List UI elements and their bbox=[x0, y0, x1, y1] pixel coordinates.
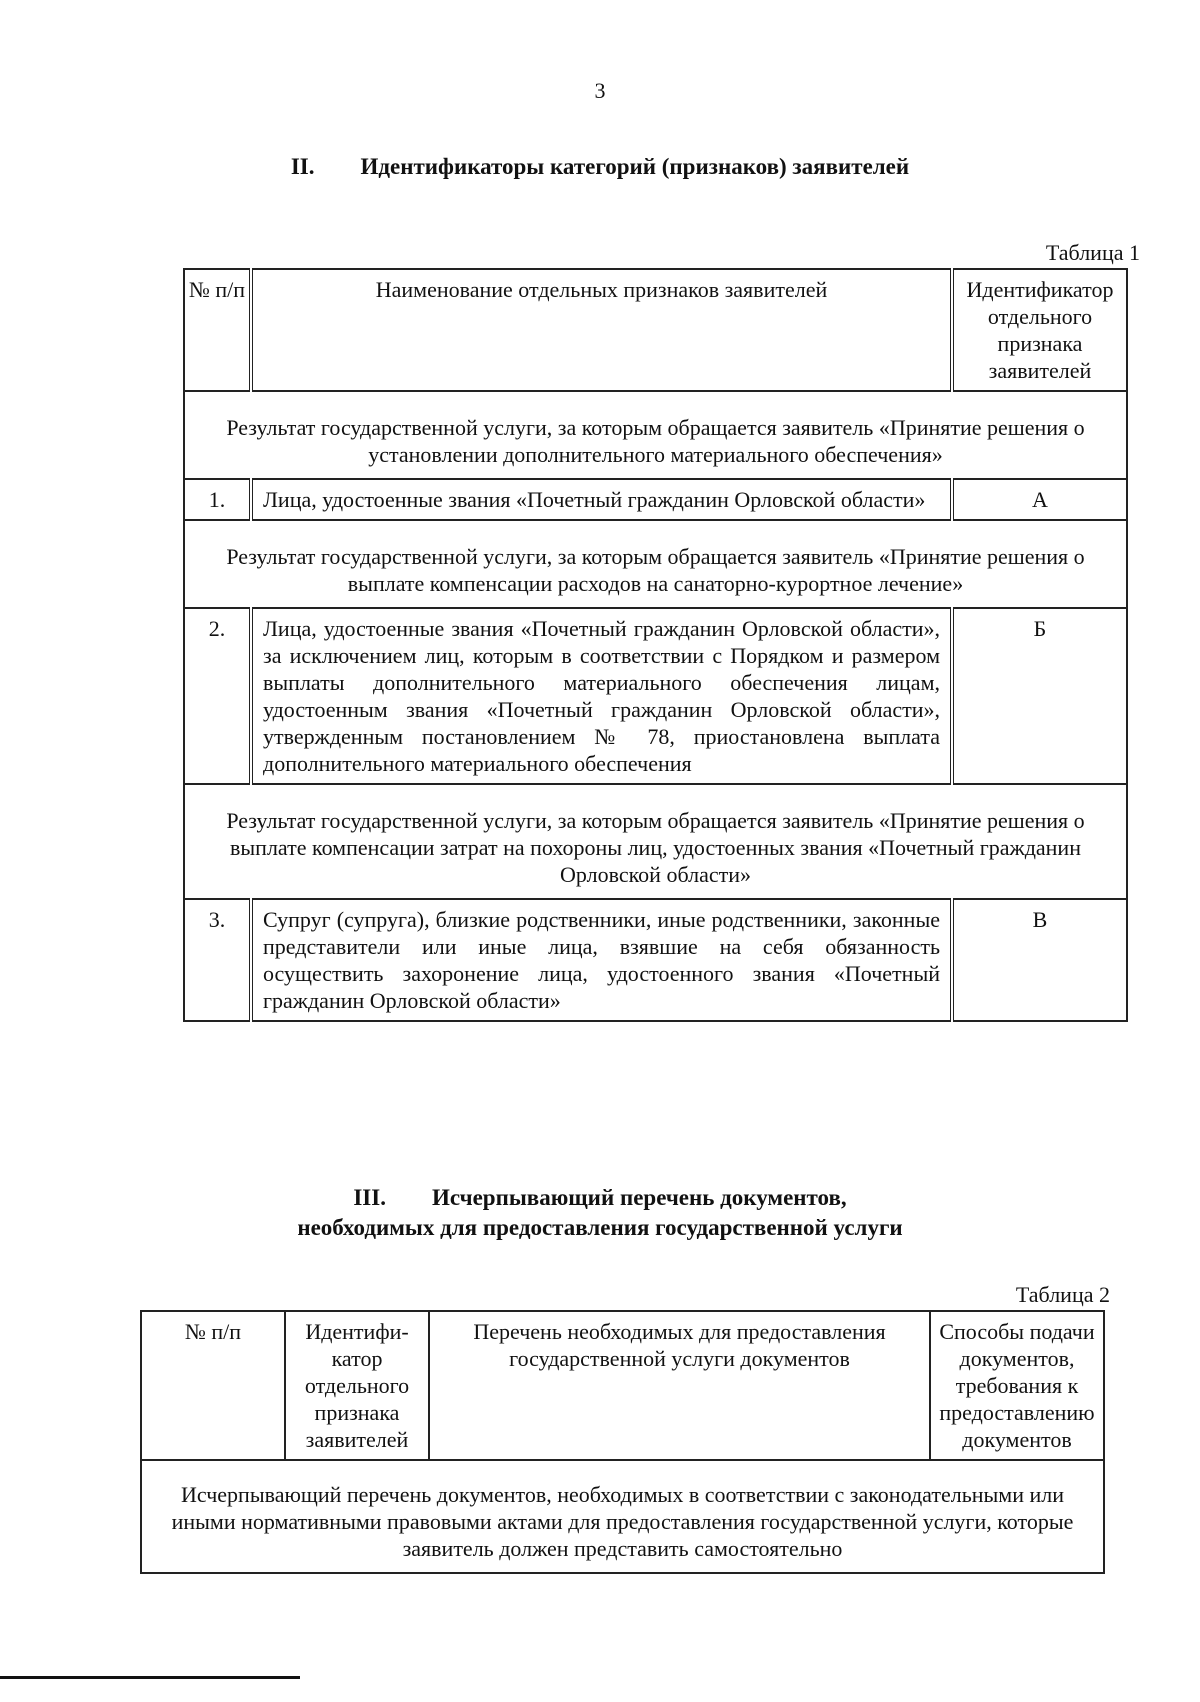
table-header-row bbox=[184, 269, 1127, 391]
table-row bbox=[184, 784, 1127, 899]
page-number: 3 bbox=[594, 78, 606, 103]
documents-table bbox=[140, 1310, 1105, 1574]
section-3-number: III. bbox=[353, 1185, 386, 1210]
header-documents: Перечень необходимых для предоставления государственной услуги документов bbox=[429, 1311, 930, 1460]
section-2-number: II. bbox=[290, 154, 315, 179]
header-num: № п/п bbox=[141, 1311, 285, 1460]
result-row: Результат государственной услуги, за которым обращается заявитель «Принятие решения о установлении дополнительного материального обеспечения» bbox=[184, 391, 1127, 479]
result-row: Результат государственной услуги, за которым обращается заявитель «Принятие решения о выплате компенсации затрат на похороны лиц, удостоенных звания «Почетный гражданин Орловской области» bbox=[184, 784, 1127, 899]
row-name: Супруг (супруга), близкие родственники, иные родственники, законные представители или иные лица, взявшие на себя обязанность осуществить захоронение лица, удостоенного звания «Почетный гражданин Орловской области» bbox=[251, 899, 952, 1021]
header-num: № п/п bbox=[184, 269, 251, 391]
header-ident: Идентификатор отдельного признака заявителей bbox=[952, 269, 1127, 391]
section-2-heading bbox=[0, 152, 1200, 182]
table-row bbox=[141, 1460, 1104, 1573]
table-1-caption: Таблица 1 bbox=[1045, 240, 1140, 265]
row-num: 3. bbox=[184, 899, 251, 1021]
row-name: Лица, удостоенные звания «Почетный гражданин Орловской области», за исключением лиц, которым в соответствии с Порядком и размером выплаты дополнительного материального обеспечения лицам, удостоенным звания «Почетный гражданин Орловской области», утвержденным постановлением № 78, приостановлена выплата дополнительного материального обеспечения bbox=[251, 608, 952, 784]
header-name: Наименование отдельных признаков заявителей bbox=[251, 269, 952, 391]
header-ident: Идентифи-катор отдельного признака заявителей bbox=[285, 1311, 429, 1460]
result-row: Исчерпывающий перечень документов, необходимых в соответствии с законодательными или иными нормативными правовыми актами для предоставления государственной услуги, которые заявитель должен представить самостоятельно bbox=[141, 1460, 1104, 1573]
row-ident: В bbox=[952, 899, 1127, 1021]
row-ident: А bbox=[952, 479, 1127, 520]
row-num: 1. bbox=[184, 479, 251, 520]
table-row bbox=[184, 391, 1127, 479]
row-ident: Б bbox=[952, 608, 1127, 784]
applicant-categories-table bbox=[183, 268, 1128, 1022]
table-header-row bbox=[141, 1311, 1104, 1460]
table-row bbox=[184, 479, 1127, 520]
section-3-title-line-2: необходимых для предоставления государственной услуги bbox=[297, 1215, 903, 1240]
table-row bbox=[184, 520, 1127, 608]
section-3-heading bbox=[0, 1183, 1200, 1243]
section-2-title: Идентификаторы категорий (признаков) заявителей bbox=[360, 154, 910, 179]
row-num: 2. bbox=[184, 608, 251, 784]
table-row bbox=[184, 608, 1127, 784]
row-name: Лица, удостоенные звания «Почетный гражданин Орловской области» bbox=[251, 479, 952, 520]
header-methods: Способы подачи документов, требования к предоставлению документов bbox=[930, 1311, 1104, 1460]
table-2-caption: Таблица 2 bbox=[1015, 1282, 1110, 1307]
result-row: Результат государственной услуги, за которым обращается заявитель «Принятие решения о выплате компенсации расходов на санаторно-курортное лечение» bbox=[184, 520, 1127, 608]
bottom-rule bbox=[0, 1676, 300, 1679]
table-row bbox=[184, 899, 1127, 1021]
section-3-title-line-1: Исчерпывающий перечень документов, bbox=[431, 1185, 847, 1210]
